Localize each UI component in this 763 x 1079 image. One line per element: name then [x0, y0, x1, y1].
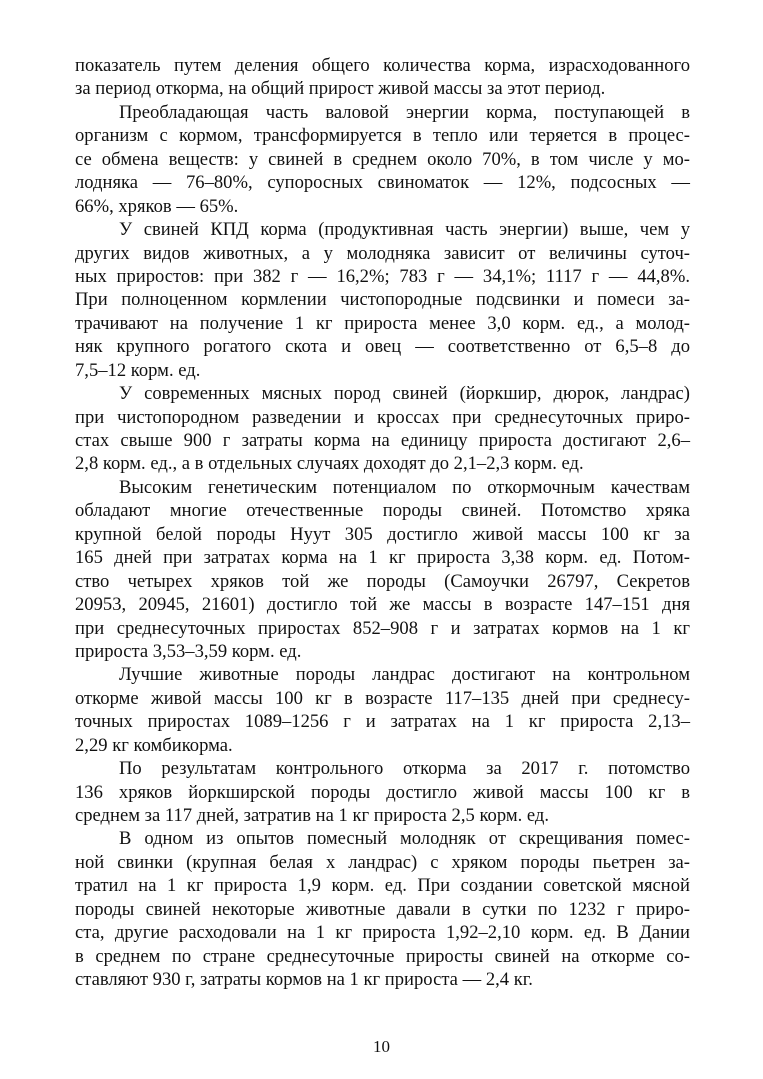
text-line: крупной белой породы Нуут 305 достигло живой массы 100 кг за: [75, 523, 690, 545]
paragraph: [75, 382, 690, 476]
text-line: точных приростах 1089–1256 г и затратах на 1 кг прироста 2,13–: [75, 711, 690, 733]
text-line: других видов животных, а у молодняка зависит от величины суточ-: [75, 242, 690, 264]
paragraph: [75, 827, 690, 991]
text-line: при чистопородном разведении и кроссах при среднесуточных приро-: [75, 406, 690, 428]
text-line: откорме живой массы 100 кг в возрасте 117–135 дней при среднесу-: [75, 687, 690, 709]
text-line: обладают многие отечественные породы свиней. Потомство хряка: [75, 500, 690, 522]
text-line: 136 хряков йоркширской породы достигло живой массы 100 кг в: [75, 781, 690, 803]
paragraph: [75, 218, 690, 382]
text-line: Преобладающая часть валовой энергии корма, поступающей в: [119, 101, 690, 123]
paragraph: [75, 476, 690, 664]
text-line: стах свыше 900 г затраты корма на единицу прироста достигают 2,6–: [75, 430, 690, 451]
text-line: организм с кормом, трансформируется в тепло или теряется в процес-: [75, 125, 690, 147]
text-line: в среднем по стране среднесуточные приросты свиней на откорме со-: [75, 945, 690, 967]
page-number: 10: [373, 1037, 390, 1056]
text-line: показатель путем деления общего количества корма, израсходованного: [75, 55, 690, 76]
text-line: ной свинки (крупная белая х ландрас) с хряком породы пьетрен за-: [75, 851, 690, 873]
text-line: 2,8 корм. ед., а в отдельных случаях доходят до 2,1–2,3 корм. ед.: [75, 453, 584, 475]
text-line: трачивают на получение 1 кг прироста менее 3,0 корм. ед., а молод-: [75, 312, 690, 334]
text-line: ных приростов: при 382 г — 16,2%; 783 г — 34,1%; 1117 г — 44,8%.: [75, 265, 690, 287]
text-line: лодняка — 76–80%, супоросных свиноматок — 12%, подсосных —: [75, 172, 690, 194]
text-line: В одном из опытов помесный молодняк от скрещивания помес-: [119, 828, 690, 850]
text-line: ставляют 930 г, затраты кормов на 1 кг прироста — 2,4 кг.: [75, 969, 533, 991]
paragraph: [75, 101, 690, 218]
text-line: ста, другие расходовали на 1 кг прироста 1,92–2,10 корм. ед. В Дании: [75, 922, 690, 944]
text-line: Высоким генетическим потенциалом по откормочным качествам: [119, 476, 690, 498]
text-line: По результатам контрольного откорма за 2017 г. потомство: [119, 758, 690, 780]
text-line: 2,29 кг комбикорма.: [75, 734, 233, 756]
text-line: 20953, 20945, 21601) достигло той же массы в возрасте 147–151 дня: [75, 594, 690, 616]
text-line: ство четырех хряков той же породы (Самоучки 26797, Секретов: [75, 570, 690, 592]
text-line: У свиней КПД корма (продуктивная часть энергии) выше, чем у: [119, 219, 690, 241]
text-line: при среднесуточных приростах 852–908 г и затратах кормов на 1 кг: [75, 617, 690, 639]
text-line: При полноценном кормлении чистопородные подсвинки и помеси за-: [75, 289, 690, 311]
text-line: породы свиней некоторые животные давали в сутки по 1232 г приро-: [75, 898, 690, 920]
text-line: У современных мясных пород свиней (йоркшир, дюрок, ландрас): [119, 383, 690, 405]
text-line: 66%, хряков — 65%.: [75, 195, 239, 217]
text-line: среднем за 117 дней, затратив на 1 кг прироста 2,5 корм. ед.: [75, 805, 550, 826]
text-line: за период откорма, на общий прирост живой массы за этот период.: [75, 78, 606, 100]
paragraph: [75, 663, 690, 757]
text-line: се обмена веществ: у свиней в среднем около 70%, в том числе у мо-: [75, 148, 690, 170]
text-line: 7,5–12 корм. ед.: [75, 359, 201, 381]
paragraph: [75, 54, 690, 101]
text-line: прироста 3,53–3,59 корм. ед.: [75, 640, 302, 662]
page-body: [75, 54, 690, 992]
text-line: тратил на 1 кг прироста 1,9 корм. ед. При создании советской мясной: [75, 875, 690, 897]
text-line: няк крупного рогатого скота и овец — соответственно от 6,5–8 до: [75, 336, 690, 358]
paragraph: [75, 757, 690, 827]
text-line: Лучшие животные породы ландрас достигают на контрольном: [119, 664, 690, 686]
text-line: 165 дней при затратах корма на 1 кг прироста 3,38 корм. ед. Потом-: [75, 547, 690, 569]
